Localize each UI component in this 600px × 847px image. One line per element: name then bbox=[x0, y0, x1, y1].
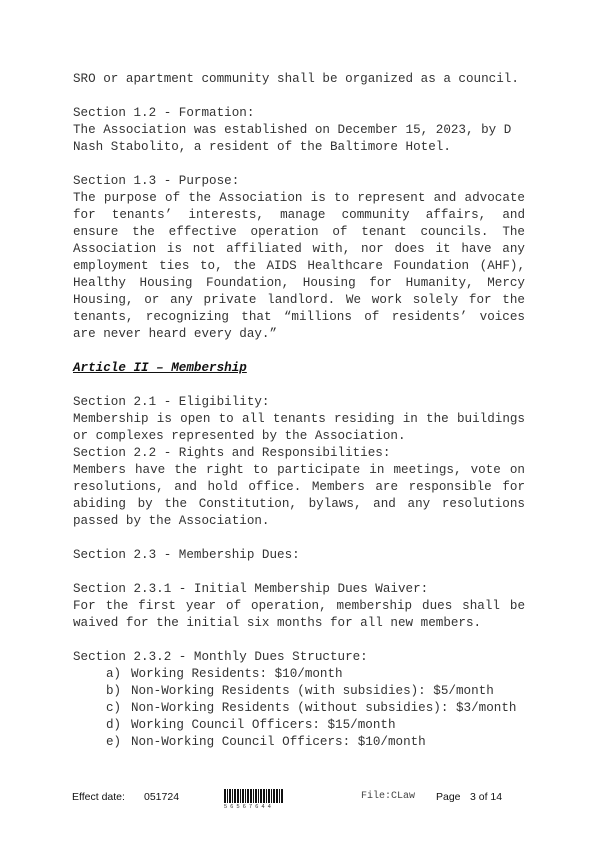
barcode bbox=[224, 789, 296, 811]
section-2-1-title: Section 2.1 - Eligibility: bbox=[73, 395, 270, 409]
barcode-bars-icon bbox=[224, 789, 296, 803]
section-2-3-1-text: For the first year of operation, membership dues shall be waived for the initial six months for all new members. bbox=[73, 599, 525, 630]
article-2-heading: Article II – Membership bbox=[73, 361, 247, 375]
section-1-2-text: The Association was established on December 15, 2023, by D Nash Stabolito, a resident of the Baltimore Hotel. bbox=[73, 123, 512, 154]
dues-list bbox=[73, 666, 525, 751]
section-1-2-title: Section 1.2 - Formation: bbox=[73, 106, 255, 120]
page-label: Page bbox=[436, 791, 461, 803]
effect-date-value: 051724 bbox=[144, 791, 180, 803]
section-2-2-text: Members have the right to participate in meetings, vote on resolutions, and hold office. Members are responsible for abiding by the Constitution, bylaws, and any resolutions passed by the Association. bbox=[73, 463, 525, 528]
barcode-digits: 56567644 bbox=[224, 804, 275, 810]
section-2-3-1-title: Section 2.3.1 - Initial Membership Dues Waiver: bbox=[73, 582, 429, 596]
intro-paragraph: SRO or apartment community shall be organized as a council. bbox=[73, 72, 519, 86]
page-number: 3 of 14 bbox=[470, 791, 503, 803]
dues-list-item: e) Non-Working Council Officers: $10/month bbox=[106, 735, 426, 749]
dues-list-item: a) Working Residents: $10/month bbox=[106, 667, 343, 681]
dues-list-item: d) Working Council Officers: $15/month bbox=[106, 718, 396, 732]
page-footer bbox=[72, 789, 532, 819]
section-2-1-text: Membership is open to all tenants residing in the buildings or complexes represented by the Association. bbox=[73, 412, 525, 443]
dues-list-item: c) Non-Working Residents (without subsidies): $3/month bbox=[106, 701, 517, 715]
section-1-3-title: Section 1.3 - Purpose: bbox=[73, 174, 240, 188]
file-label: File:CLaw bbox=[361, 791, 416, 802]
effect-date-label: Effect date: bbox=[72, 791, 125, 803]
document-body bbox=[73, 71, 525, 751]
section-2-3-2-title: Section 2.3.2 - Monthly Dues Structure: bbox=[73, 650, 368, 664]
section-1-3-text: The purpose of the Association is to represent and advocate for tenants’ interests, manage community affairs, and ensure the effective operation of tenant councils. The Association is not affiliated with, nor does it have any employment ties to, the AIDS Healthcare Foundation (AHF), Healthy Housing Foundation, Housing for Humanity, Mercy Housing, or any private landlord. We work solely for the tenants, recognizing that “millions of residents’ voices are never heard every day.” bbox=[73, 191, 525, 341]
dues-list-item: b) Non-Working Residents (with subsidies): $5/month bbox=[106, 684, 494, 698]
section-2-3-title: Section 2.3 - Membership Dues: bbox=[73, 548, 300, 562]
section-2-2-title: Section 2.2 - Rights and Responsibilities: bbox=[73, 446, 391, 460]
